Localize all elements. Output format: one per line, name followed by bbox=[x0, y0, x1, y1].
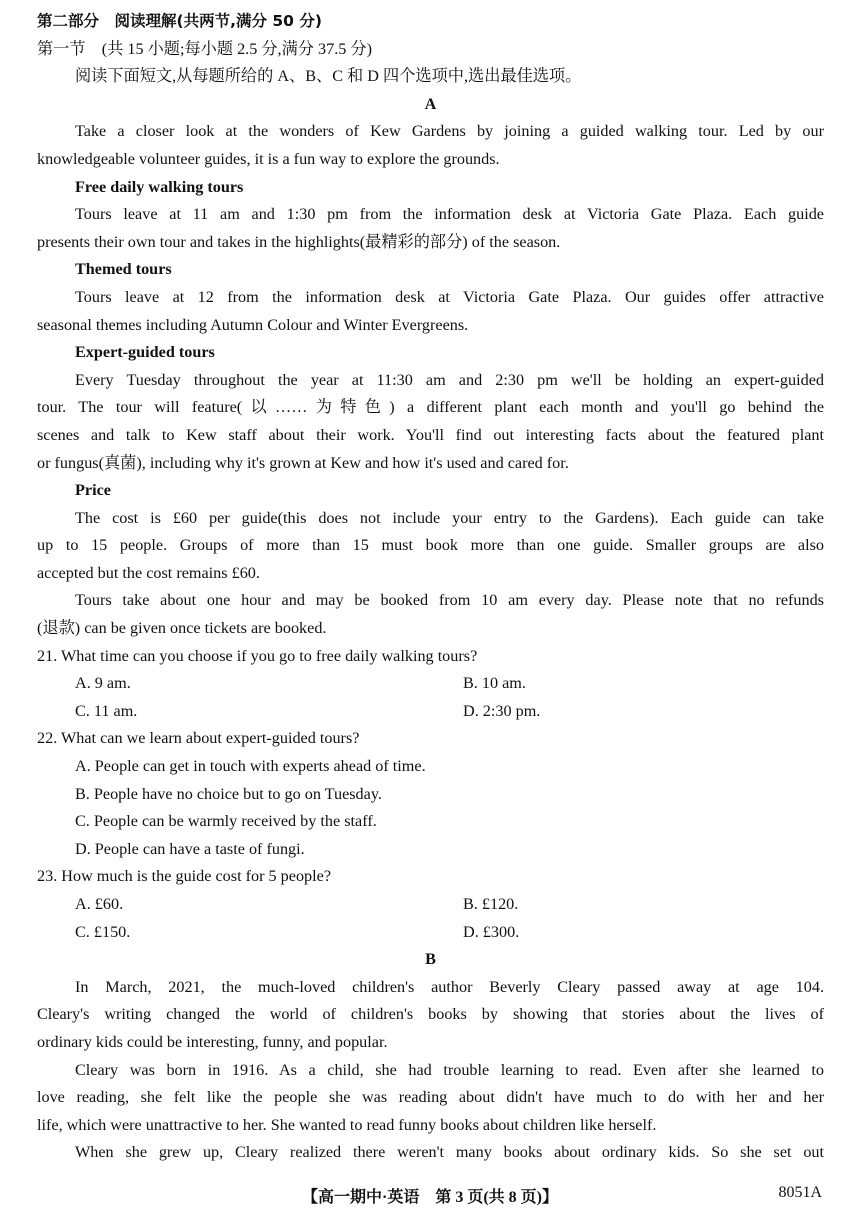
option-row bbox=[37, 670, 824, 698]
option-b[interactable]: B. 10 am. bbox=[463, 674, 526, 693]
section-title: 第一节 (共 15 小题;每小题 2.5 分,满分 37.5 分) bbox=[37, 39, 372, 58]
passage-b-line: life, which were unattractive to her. She wanted to read funny books about children like herself. bbox=[37, 1115, 657, 1134]
subheading-price: Price bbox=[75, 481, 111, 500]
option-row bbox=[37, 698, 824, 726]
passage-b-line: Cleary's writing changed the world of children's books by showing that stories about the lives of bbox=[37, 1005, 824, 1024]
passage-a-line: Every Tuesday throughout the year at 11:30 am and 2:30 pm we'll be holding an expert-guided bbox=[75, 370, 824, 389]
option-b[interactable]: B. £120. bbox=[463, 895, 519, 913]
option-d[interactable]: D. £300. bbox=[463, 922, 520, 941]
passage-a-line: Tours leave at 11 am and 1:30 pm from the information desk at Victoria Gate Plaza. Each guide bbox=[75, 205, 824, 224]
passage-a-line: knowledgeable volunteer guides, it is a fun way to explore the grounds. bbox=[37, 149, 500, 168]
part-title: 第二部分 阅读理解(共两节,满分 50 分) bbox=[37, 12, 322, 30]
passage-b-line: ordinary kids could be interesting, funny, and popular. bbox=[37, 1032, 388, 1051]
passage-b-line: In March, 2021, the much-loved children's author Beverly Cleary passed away at age 104. bbox=[75, 977, 824, 996]
passage-a-line: Take a closer look at the wonders of Kew Gardens by joining a guided walking tour. Led by our bbox=[75, 122, 824, 141]
option-c[interactable]: C. £150. bbox=[75, 922, 131, 941]
question-stem: 21. What time can you choose if you go to free daily walking tours? bbox=[37, 646, 478, 665]
passage-a-line: scenes and talk to Kew staff about their work. You'll find out interesting facts about the featured plant bbox=[37, 425, 824, 444]
instruction: 阅读下面短文,从每题所给的 A、B、C 和 D 四个选项中,选出最佳选项。 bbox=[75, 67, 582, 86]
option-row bbox=[37, 919, 824, 947]
passage-a-line: The cost is £60 per guide(this does not include your entry to the Gardens). Each guide can take bbox=[75, 508, 824, 527]
passage-a-line: Tours take about one hour and may be booked from 10 am every day. Please note that no refunds bbox=[75, 591, 824, 610]
option-row bbox=[37, 891, 824, 919]
page-footer bbox=[0, 1184, 860, 1212]
option-a[interactable]: A. £60. bbox=[75, 895, 124, 913]
subheading-free-tours: Free daily walking tours bbox=[75, 177, 244, 196]
option-a[interactable]: A. 9 am. bbox=[75, 674, 131, 693]
option-b[interactable]: B. People have no choice but to go on Tuesday. bbox=[75, 784, 382, 803]
passage-a-line: presents their own tour and takes in the highlights(最精彩的部分) of the season. bbox=[37, 232, 561, 251]
page-content bbox=[37, 8, 824, 1167]
passage-a-line: or fungus(真菌), including why it's grown at Kew and how it's used and cared for. bbox=[37, 453, 569, 472]
passage-b-label: B bbox=[425, 950, 436, 969]
passage-a-line: up to 15 people. Groups of more than 15 must book more than one guide. Smaller groups are also bbox=[37, 536, 824, 555]
passage-a-line: (退款) can be given once tickets are booked. bbox=[37, 619, 327, 638]
passage-b-line: love reading, she felt like the people she was reading about didn't have much to do with her and her bbox=[37, 1088, 824, 1107]
question-stem: 22. What can we learn about expert-guided tours? bbox=[37, 729, 360, 748]
option-d[interactable]: D. 2:30 pm. bbox=[463, 701, 541, 720]
option-a[interactable]: A. People can get in touch with experts ahead of time. bbox=[75, 757, 426, 776]
passage-b-line: Cleary was born in 1916. As a child, she had trouble learning to read. Even after she learned to bbox=[75, 1060, 824, 1079]
subheading-themed-tours: Themed tours bbox=[75, 260, 172, 279]
passage-a-line: tour. The tour will feature(以……为特色) a different plant each month and you'll go behind the bbox=[37, 398, 824, 417]
footer-page-info: 【高一期中·英语 第 3 页(共 8 页)】 bbox=[302, 1189, 558, 1206]
footer-code: 8051A bbox=[778, 1184, 822, 1201]
option-c[interactable]: C. 11 am. bbox=[75, 701, 138, 720]
passage-b-line: When she grew up, Cleary realized there weren't many books about ordinary kids. So she set out bbox=[75, 1143, 824, 1162]
passage-a-line: Tours leave at 12 from the information desk at Victoria Gate Plaza. Our guides offer attractive bbox=[75, 287, 824, 306]
passage-a-label: A bbox=[424, 94, 437, 113]
passage-a-line: accepted but the cost remains £60. bbox=[37, 563, 260, 582]
option-d[interactable]: D. People can have a taste of fungi. bbox=[75, 839, 305, 858]
passage-a-line: seasonal themes including Autumn Colour and Winter Evergreens. bbox=[37, 315, 469, 334]
subheading-expert-tours: Expert-guided tours bbox=[75, 343, 215, 362]
question-stem: 23. How much is the guide cost for 5 people? bbox=[37, 867, 332, 886]
option-c[interactable]: C. People can be warmly received by the staff. bbox=[75, 812, 377, 831]
